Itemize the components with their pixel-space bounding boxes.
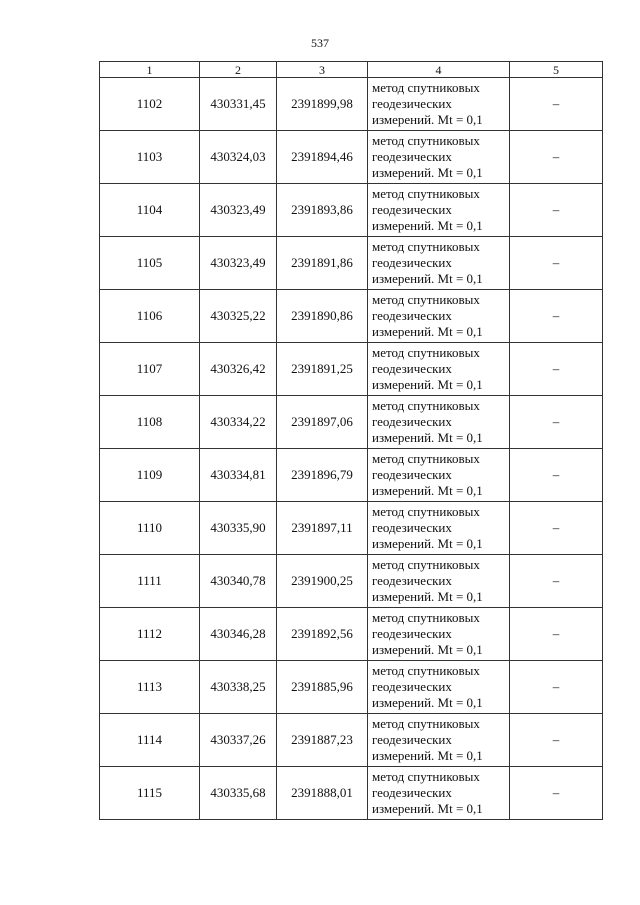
y-coordinate-cell: 2391899,98 <box>277 78 368 131</box>
note-cell: – <box>510 396 603 449</box>
note-cell: – <box>510 767 603 820</box>
table-row <box>100 78 603 131</box>
x-coordinate-cell: 430335,90 <box>200 502 277 555</box>
method-text-line: геодезических <box>372 520 452 535</box>
y-coordinate-cell: 2391888,01 <box>277 767 368 820</box>
method-text-line: метод спутниковых <box>372 716 480 731</box>
note-cell: – <box>510 290 603 343</box>
method-text-line: измерений. Mt = 0,1 <box>372 589 483 604</box>
method-text-line: геодезических <box>372 361 452 376</box>
table-row <box>100 290 603 343</box>
column-header-5: 5 <box>510 62 603 78</box>
point-number-cell: 1113 <box>100 661 200 714</box>
method-text-line: метод спутниковых <box>372 610 480 625</box>
method-text-line: геодезических <box>372 626 452 641</box>
method-text-line: метод спутниковых <box>372 769 480 784</box>
table-row <box>100 714 603 767</box>
y-coordinate-cell: 2391897,11 <box>277 502 368 555</box>
method-text-line: геодезических <box>372 96 452 111</box>
point-number-cell: 1110 <box>100 502 200 555</box>
point-number-cell: 1102 <box>100 78 200 131</box>
table-row <box>100 608 603 661</box>
method-text-line: метод спутниковых <box>372 80 480 95</box>
page-number: 537 <box>311 36 329 50</box>
method-text-line: метод спутниковых <box>372 398 480 413</box>
table-row <box>100 343 603 396</box>
note-cell: – <box>510 449 603 502</box>
method-text-line: геодезических <box>372 732 452 747</box>
table-row <box>100 184 603 237</box>
table-body <box>100 62 603 820</box>
method-text-line: измерений. Mt = 0,1 <box>372 165 483 180</box>
method-text-line: метод спутниковых <box>372 451 480 466</box>
table-header-row <box>100 62 603 78</box>
note-cell: – <box>510 237 603 290</box>
x-coordinate-cell: 430346,28 <box>200 608 277 661</box>
method-text-line: измерений. Mt = 0,1 <box>372 430 483 445</box>
method-text-line: геодезических <box>372 679 452 694</box>
note-cell: – <box>510 502 603 555</box>
column-header-1: 1 <box>100 62 200 78</box>
y-coordinate-cell: 2391897,06 <box>277 396 368 449</box>
y-coordinate-cell: 2391891,25 <box>277 343 368 396</box>
table-row <box>100 767 603 820</box>
method-text-line: метод спутниковых <box>372 239 480 254</box>
table-row <box>100 396 603 449</box>
method-text-line: измерений. Mt = 0,1 <box>372 271 483 286</box>
x-coordinate-cell: 430334,22 <box>200 396 277 449</box>
method-text-line: метод спутниковых <box>372 557 480 572</box>
x-coordinate-cell: 430323,49 <box>200 184 277 237</box>
method-cell <box>368 290 510 343</box>
method-text-line: метод спутниковых <box>372 133 480 148</box>
x-coordinate-cell: 430340,78 <box>200 555 277 608</box>
method-text-line: измерений. Mt = 0,1 <box>372 695 483 710</box>
method-text-line: метод спутниковых <box>372 504 480 519</box>
method-text-line: геодезических <box>372 785 452 800</box>
method-cell <box>368 396 510 449</box>
method-cell <box>368 502 510 555</box>
method-text-line: измерений. Mt = 0,1 <box>372 642 483 657</box>
y-coordinate-cell: 2391890,86 <box>277 290 368 343</box>
table-row <box>100 661 603 714</box>
method-cell <box>368 767 510 820</box>
method-text-line: метод спутниковых <box>372 186 480 201</box>
method-cell <box>368 78 510 131</box>
method-text-line: измерений. Mt = 0,1 <box>372 483 483 498</box>
method-text-line: геодезических <box>372 202 452 217</box>
x-coordinate-cell: 430338,25 <box>200 661 277 714</box>
note-cell: – <box>510 555 603 608</box>
method-cell <box>368 131 510 184</box>
method-text-line: геодезических <box>372 573 452 588</box>
x-coordinate-cell: 430325,22 <box>200 290 277 343</box>
point-number-cell: 1115 <box>100 767 200 820</box>
method-text-line: геодезических <box>372 467 452 482</box>
method-text-line: измерений. Mt = 0,1 <box>372 324 483 339</box>
point-number-cell: 1108 <box>100 396 200 449</box>
note-cell: – <box>510 343 603 396</box>
point-number-cell: 1112 <box>100 608 200 661</box>
y-coordinate-cell: 2391896,79 <box>277 449 368 502</box>
method-cell <box>368 449 510 502</box>
point-number-cell: 1111 <box>100 555 200 608</box>
table-row <box>100 502 603 555</box>
method-text-line: геодезических <box>372 255 452 270</box>
x-coordinate-cell: 430324,03 <box>200 131 277 184</box>
x-coordinate-cell: 430334,81 <box>200 449 277 502</box>
table-row <box>100 555 603 608</box>
method-text-line: измерений. Mt = 0,1 <box>372 112 483 127</box>
method-text-line: метод спутниковых <box>372 345 480 360</box>
x-coordinate-cell: 430331,45 <box>200 78 277 131</box>
method-text-line: метод спутниковых <box>372 663 480 678</box>
method-text-line: измерений. Mt = 0,1 <box>372 218 483 233</box>
y-coordinate-cell: 2391894,46 <box>277 131 368 184</box>
x-coordinate-cell: 430323,49 <box>200 237 277 290</box>
point-number-cell: 1103 <box>100 131 200 184</box>
point-number-cell: 1106 <box>100 290 200 343</box>
y-coordinate-cell: 2391892,56 <box>277 608 368 661</box>
method-cell <box>368 184 510 237</box>
point-number-cell: 1107 <box>100 343 200 396</box>
note-cell: – <box>510 78 603 131</box>
method-text-line: метод спутниковых <box>372 292 480 307</box>
method-cell <box>368 237 510 290</box>
x-coordinate-cell: 430335,68 <box>200 767 277 820</box>
point-number-cell: 1109 <box>100 449 200 502</box>
y-coordinate-cell: 2391893,86 <box>277 184 368 237</box>
method-cell <box>368 608 510 661</box>
method-text-line: геодезических <box>372 149 452 164</box>
column-header-2: 2 <box>200 62 277 78</box>
note-cell: – <box>510 714 603 767</box>
x-coordinate-cell: 430337,26 <box>200 714 277 767</box>
method-cell <box>368 343 510 396</box>
note-cell: – <box>510 131 603 184</box>
table-row <box>100 449 603 502</box>
column-header-4: 4 <box>368 62 510 78</box>
point-number-cell: 1105 <box>100 237 200 290</box>
method-cell <box>368 714 510 767</box>
y-coordinate-cell: 2391891,86 <box>277 237 368 290</box>
coordinates-table <box>99 61 603 820</box>
method-text-line: геодезических <box>372 308 452 323</box>
method-text-line: измерений. Mt = 0,1 <box>372 377 483 392</box>
note-cell: – <box>510 608 603 661</box>
note-cell: – <box>510 184 603 237</box>
method-text-line: геодезических <box>372 414 452 429</box>
x-coordinate-cell: 430326,42 <box>200 343 277 396</box>
method-cell <box>368 555 510 608</box>
y-coordinate-cell: 2391887,23 <box>277 714 368 767</box>
method-cell <box>368 661 510 714</box>
method-text-line: измерений. Mt = 0,1 <box>372 748 483 763</box>
note-cell: – <box>510 661 603 714</box>
point-number-cell: 1104 <box>100 184 200 237</box>
column-header-3: 3 <box>277 62 368 78</box>
method-text-line: измерений. Mt = 0,1 <box>372 536 483 551</box>
table-row <box>100 131 603 184</box>
point-number-cell: 1114 <box>100 714 200 767</box>
y-coordinate-cell: 2391900,25 <box>277 555 368 608</box>
table-row <box>100 237 603 290</box>
y-coordinate-cell: 2391885,96 <box>277 661 368 714</box>
method-text-line: измерений. Mt = 0,1 <box>372 801 483 816</box>
